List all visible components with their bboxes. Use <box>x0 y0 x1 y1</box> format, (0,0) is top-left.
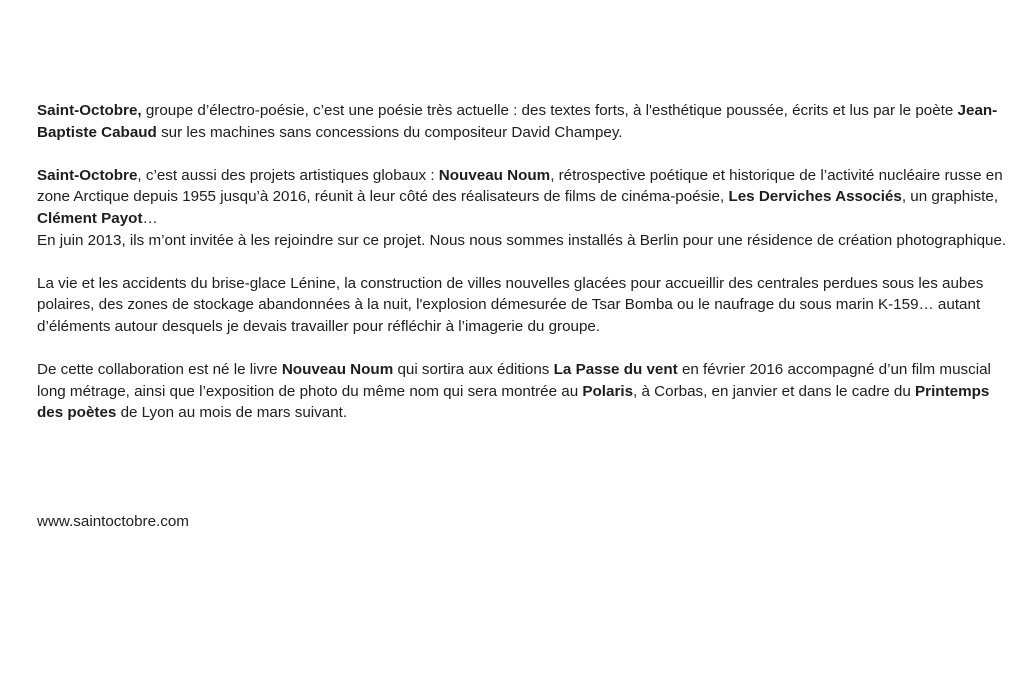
text-run: , à Corbas, en janvier et dans le cadre du <box>633 382 916 400</box>
text-run: De cette collaboration est né le livre <box>37 361 282 379</box>
paragraph-intro <box>37 100 1012 143</box>
text-run: qui sortira aux éditions <box>393 361 554 379</box>
document-body <box>37 100 1012 446</box>
paragraph-collaboration <box>37 359 1012 424</box>
text-run: groupe d’électro-poésie, c’est une poésie très actuelle : des textes forts, à l'esthétique poussée, écrits et lus par le poète <box>141 102 958 119</box>
paragraph-residency: En juin 2013, ils m’ont invitée à les rejoindre sur ce projet. Nous nous sommes installés à Berlin pour une résidence de création photographique. <box>37 231 1007 249</box>
graphic-designer-name: Clément Payot <box>37 209 143 227</box>
paragraph-themes: La vie et les accidents du brise-glace Lénine, la construction de villes nouvelles glacées pour accueillir des centrales perdues sous les aubes polaires, des zones de stockage abandonnées à la nuit, l'explosion démesurée de Tsar Bomba ou le naufrage du sous marin K-159… autant d’éléments autour desquels je devais travailler pour réfléchir à l’imagerie du groupe. <box>37 274 984 335</box>
publisher-name: La Passe du vent <box>553 361 678 379</box>
paragraph-projects <box>37 165 1012 230</box>
band-name: Saint-Octobre, <box>37 102 142 119</box>
website-url: www.saintoctobre.com <box>37 513 189 530</box>
project-name: Nouveau Noum <box>438 166 551 184</box>
festival-name: Printemps des poètes <box>37 382 990 422</box>
book-title: Nouveau Noum <box>281 361 394 379</box>
poet-name: Jean-Baptiste Cabaud <box>37 102 998 141</box>
collective-name: Les Derviches Associés <box>728 188 902 206</box>
text-run: en février 2016 accompagné d’un film muscial long métrage, ainsi que l’exposition de photo du même nom qui sera montrée au <box>37 361 991 400</box>
text-run: … <box>142 209 158 227</box>
venue-name: Polaris <box>582 382 634 400</box>
text-run: sur les machines sans concessions du compositeur David Champey. <box>156 123 623 141</box>
text-run: , c’est aussi des projets artistiques globaux : <box>137 166 439 184</box>
text-run: , un graphiste, <box>901 188 999 206</box>
text-run: de Lyon au mois de mars suivant. <box>116 404 348 422</box>
band-name: Saint-Octobre <box>37 166 138 184</box>
text-run: , rétrospective poétique et historique de l’activité nucléaire russe en zone Arctique depuis 1955 jusqu’à 2016, réunit à leur côté des réalisateurs de films de cinéma-poésie, <box>37 166 1003 206</box>
